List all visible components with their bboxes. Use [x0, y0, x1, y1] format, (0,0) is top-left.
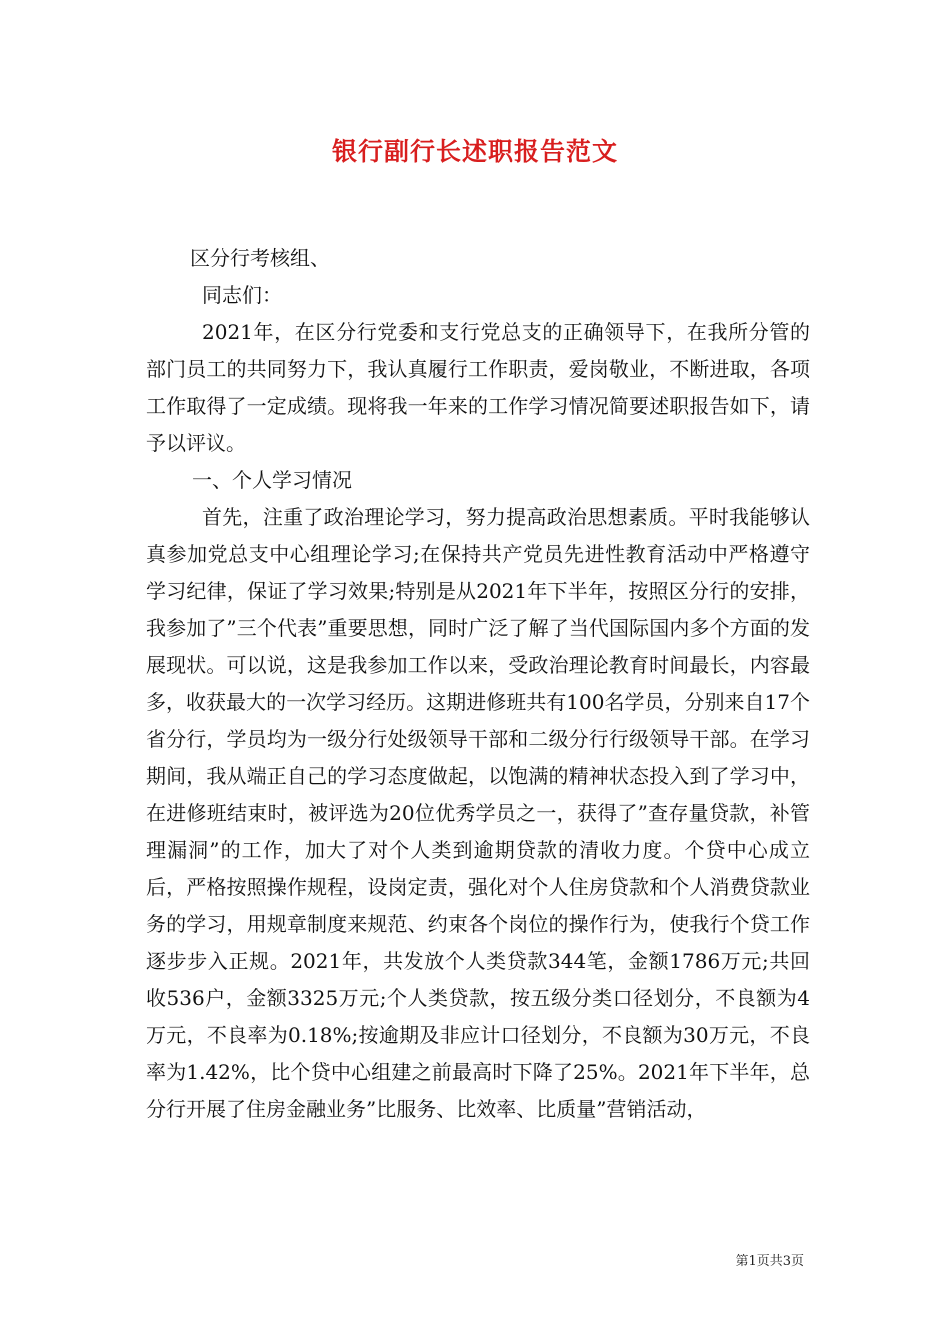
section-heading: 一、个人学习情况 [192, 468, 352, 492]
paragraph-intro: 2021年，在区分行党委和支行党总支的正确领导下，在我所分管的部门员工的共同努力下，我认真履行工作职责，爱岗敬业，不断进取，各项工作取得了一定成绩。现将我一年来的工作学习情况简要述职报告如下，请予以评议。 [146, 320, 810, 455]
page-number: 第1页共3页 [735, 1254, 804, 1269]
salutation-recipient: 区分行考核组、 [190, 246, 330, 270]
salutation-greeting: 同志们： [202, 283, 282, 307]
document-body [146, 240, 810, 1128]
document-title: 银行副行长述职报告范文 [331, 137, 618, 166]
paragraph-study: 首先，注重了政治理论学习，努力提高政治思想素质。平时我能够认真参加党总支中心组理论学习;在保持共产党员先进性教育活动中严格遵守学习纪律，保证了学习效果;特别是从2021年下半年，按照区分行的安排，我参加了”三个代表”重要思想，同时广泛了解了当代国际国内多个方面的发展现状。可以说，这是我参加工作以来，受政治理论教育时间最长，内容最多，收获最大的一次学习经历。这期进修班共有100名学员，分别来自17个省分行，学员均为一级分行处级领导干部和二级分行行级领导干部。在学习期间，我从端正自己的学习态度做起，以饱满的精神状态投入到了学习中，在进修班结束时，被评选为20位优秀学员之一，获得了”查存量贷款，补管理漏洞”的工作，加大了对个人类到逾期贷款的清收力度。个贷中心成立后，严格按照操作规程，设岗定责，强化对个人住房贷款和个人消费贷款业务的学习，用规章制度来规范、约束各个岗位的操作行为，使我行个贷工作逐步步入正规。2021年，共发放个人类贷款344笔，金额1786万元;共回收536户，金额3325万元;个人类贷款，按五级分类口径划分，不良额为4万元，不良率为0.18%;按逾期及非应计口径划分，不良额为30万元，不良率为1.42%，比个贷中心组建之前最高时下降了25%。2021年下半年，总分行开展了住房金融业务”比服务、比效率、比质量”营销活动， [146, 505, 810, 1121]
